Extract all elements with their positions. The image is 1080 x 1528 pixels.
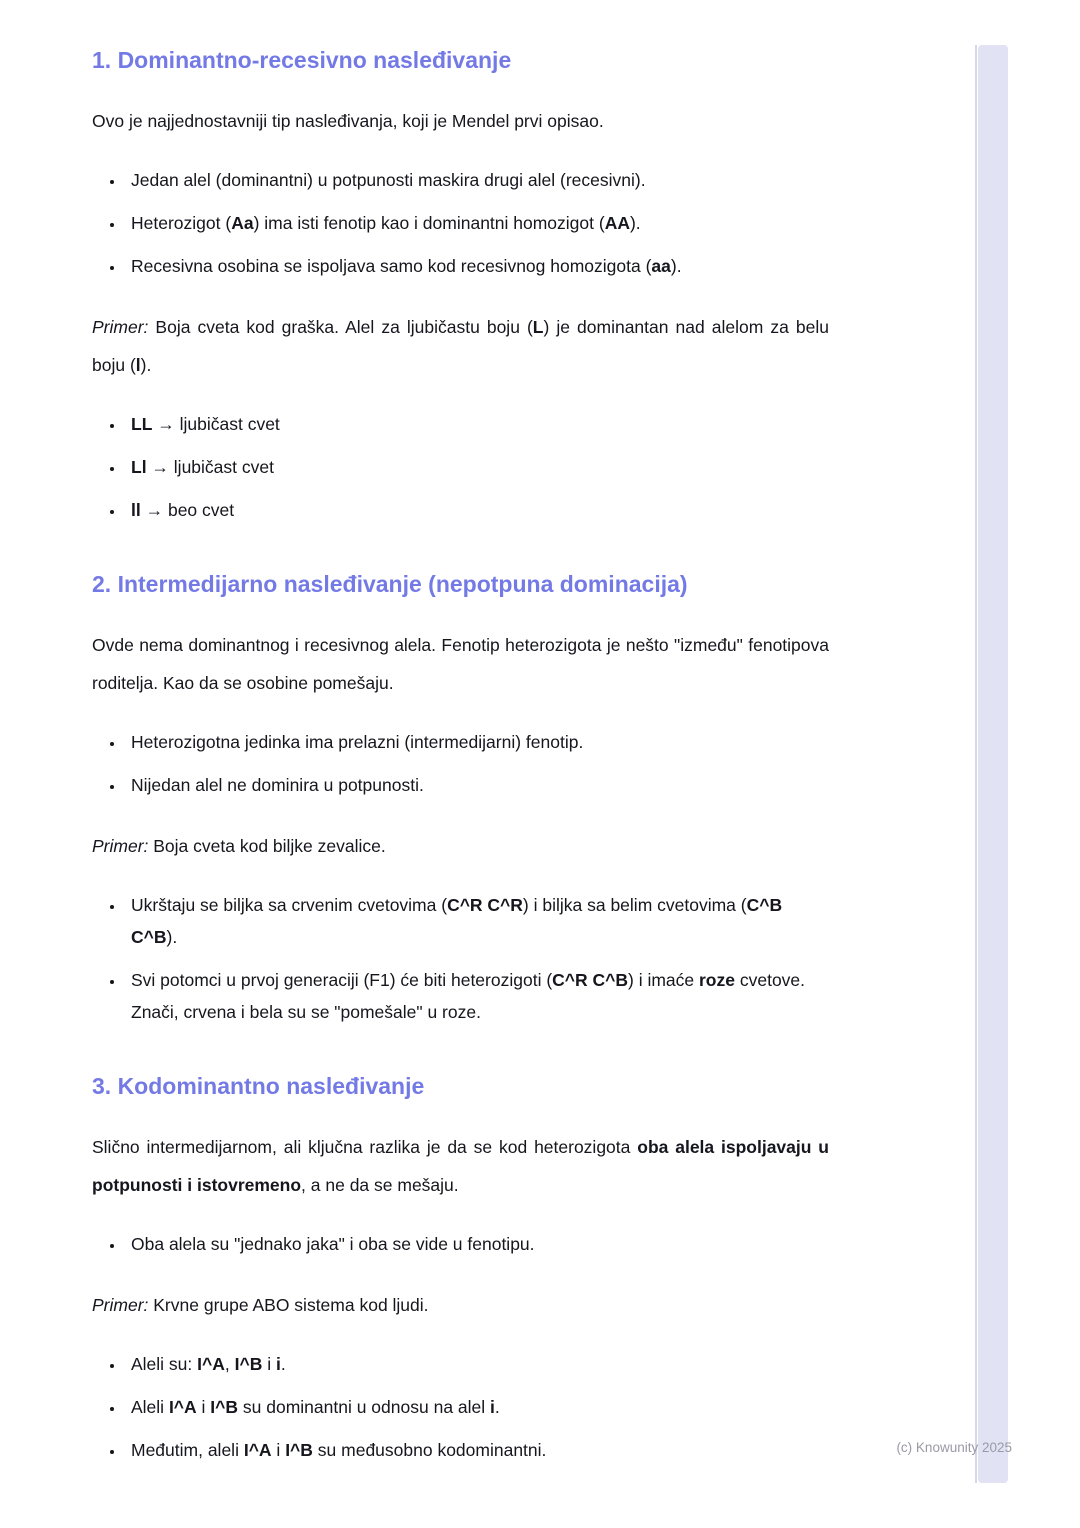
bullet-list (92, 1348, 829, 1466)
list-item: • Ll → ljubičast cvet (125, 451, 829, 483)
section (92, 1070, 829, 1466)
section-heading: 3. Kodominantno nasleđivanje (92, 1073, 425, 1099)
list-item: • Heterozigotna jedinka ima prelazni (intermedijarni) fenotip. (125, 726, 829, 758)
paragraph: Slično intermedijarnom, ali ključna razlika je da se kod heterozigota oba alela ispoljavaju u potpunosti i istovremeno, a ne da se mešaju. (92, 1137, 830, 1195)
section (92, 568, 829, 1028)
document-content (92, 44, 829, 1492)
list-item: • Aleli su: I^A, I^B i i. (125, 1348, 829, 1380)
list-item: • Recesivna osobina se ispoljava samo kod recesivnog homozigota (aa). (125, 250, 829, 282)
list-item: • Heterozigot (Aa) ima isti fenotip kao i dominantni homozigot (AA). (125, 207, 829, 239)
list-item: • Svi potomci u prvoj generaciji (F1) će biti heterozigoti (C^R C^B) i imaće roze cvetove. Znači, crvena i bela su se "pomešale" u roze. (125, 964, 829, 1028)
list-item: • Jedan alel (dominantni) u potpunosti maskira drugi alel (recesivni). (125, 164, 829, 196)
paragraph: Primer: Boja cveta kod biljke zevalice. (92, 836, 386, 856)
copyright-footer: (c) Knowunity 2025 (896, 1440, 1012, 1455)
paragraph: Ovo je najjednostavniji tip nasleđivanja, koji je Mendel prvi opisao. (92, 111, 604, 131)
paragraph: Ovde nema dominantnog i recesivnog alela. Fenotip heterozigota je nešto "između" fenotipova roditelja. Kao da se osobine pomešaju. (92, 635, 829, 693)
section (92, 44, 829, 526)
bullet-list (92, 1228, 829, 1260)
list-item: • ll → beo cvet (125, 494, 829, 526)
paragraph: Primer: Boja cveta kod graška. Alel za ljubičastu boju (L) je dominantan nad alelom za belu boju (l). (92, 317, 829, 375)
scrollbar-track-line (975, 45, 977, 1483)
bullet-list (92, 164, 829, 282)
list-item: • LL → ljubičast cvet (125, 408, 829, 440)
section-heading: 1. Dominantno-recesivno nasleđivanje (92, 47, 512, 73)
bullet-list (92, 408, 829, 526)
scrollbar-thumb[interactable] (978, 45, 1008, 1483)
section-heading: 2. Intermedijarno nasleđivanje (nepotpuna dominacija) (92, 571, 688, 597)
list-item: • Nijedan alel ne dominira u potpunosti. (125, 769, 829, 801)
bullet-list (92, 889, 829, 1028)
list-item: • Ukrštaju se biljka sa crvenim cvetovima (C^R C^R) i biljka sa belim cvetovima (C^B C^B). (125, 889, 829, 953)
list-item: • Aleli I^A i I^B su dominantni u odnosu na alel i. (125, 1391, 829, 1423)
paragraph: Primer: Krvne grupe ABO sistema kod ljudi. (92, 1295, 429, 1315)
bullet-list (92, 726, 829, 801)
list-item: • Oba alela su "jednako jaka" i oba se vide u fenotipu. (125, 1228, 829, 1260)
list-item: • Međutim, aleli I^A i I^B su međusobno kodominantni. (125, 1434, 829, 1466)
